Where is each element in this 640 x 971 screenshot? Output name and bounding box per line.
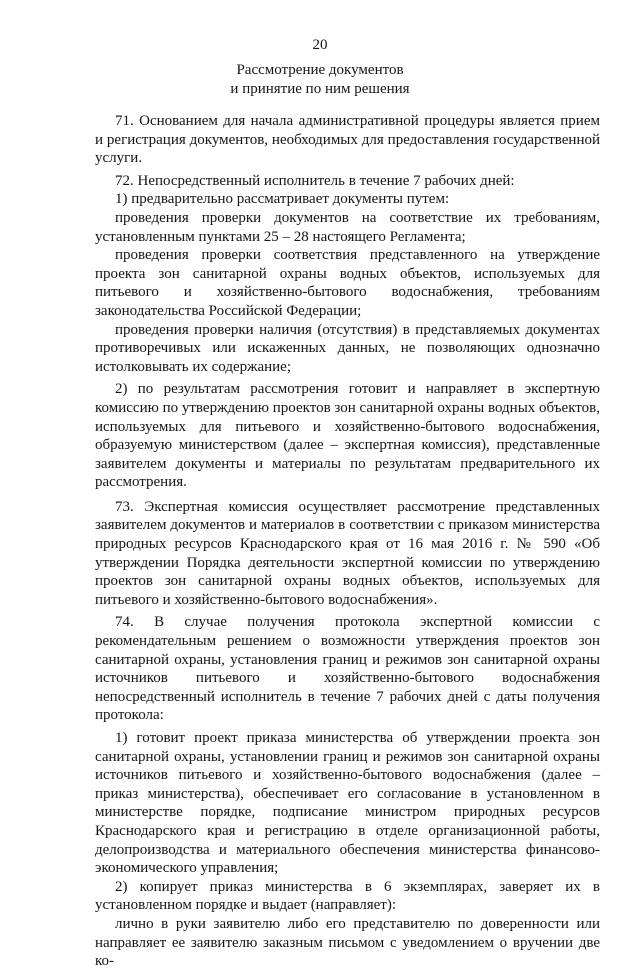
section-heading (0, 61, 640, 99)
paragraph-71: 71. Основанием для начала административной процедуры является прием и регистрация документов, необходимых для предоставления государственной услуги. (95, 113, 600, 167)
paragraph-72: 72. Непосредственный исполнитель в течение 7 рабочих дней: (115, 172, 515, 189)
paragraph-72-check-requirements: проведения проверки документов на соответствие их требованиям, установленным пунктами 25 – 28 настоящего Регламента; (95, 209, 600, 245)
paragraph-72-item-2: 2) по результатам рассмотрения готовит и направляет в экспертную комиссию по утверждению проектов зон санитарной охраны водных объектов, используемых для питьевого и хозяйственно-бытового водоснабжения, образуемую министерством (далее – экспертная комиссия), представленные заявителем документы и материалы по результатам предварительного их рассмотрения. (95, 381, 600, 491)
document-body (95, 112, 600, 971)
paragraph-74-delivery: лично в руки заявителю либо его представителю по доверенности или направляет ее заявителю заказным письмом с уведомлением о вручении две ко- (95, 915, 600, 970)
paragraph-72-item-1: 1) предварительно рассматривает документы путем: (115, 191, 450, 208)
paragraph-74: 74. В случае получения протокола экспертной комиссии с рекомендательным решением о возможности утверждения проектов зон санитарной охраны, установления границ и режимов зон санитарной охраны источников питьевого и хозяйственно-бытового водоснабжения непосредственный исполнитель в течение 7 рабочих дней с даты получения протокола: (95, 614, 600, 724)
paragraph-74-item-2: 2) копирует приказ министерства в 6 экземплярах, заверяет их в установленном порядке и выдает (направляет): (95, 878, 600, 914)
paragraph-72-check-compliance: проведения проверки соответствия представленного на утверждение проекта зон санитарной охраны водных объектов, используемых для питьевого и хозяйственно-бытового водоснабжения, требованиям законодательства Российской Федерации; (95, 247, 600, 319)
section-heading-line-1: Рассмотрение документов (236, 62, 404, 78)
page-number: 20 (312, 37, 328, 53)
section-heading-line-2: и принятие по ним решения (230, 81, 410, 97)
paragraph-74-item-1: 1) готовит проект приказа министерства об утверждении проекта зон санитарной охраны, установлении границ и режимов зон санитарной охраны источников питьевого и хозяйственно-бытового водоснабжения (далее – приказ министерства), обеспечивает его согласование в установленном в министерстве порядке, подписание министром природных ресурсов Краснодарского края и регистрацию в отделе организационной работы, делопроизводства и материального обеспечения министерства финансово-экономического управления; (95, 730, 600, 877)
paragraph-72-check-contradictions: проведения проверки наличия (отсутствия) в представляемых документах противоречивых или искаженных данных, не позволяющих однозначно истолковывать их содержание; (95, 321, 600, 375)
paragraph-73: 73. Экспертная комиссия осуществляет рассмотрение представленных заявителем документов и материалов в соответствии с приказом министерства природных ресурсов Краснодарского края от 16 мая 2016 г. № 590 «Об утверждении Порядка деятельности экспертной комиссии по утверждению проектов зон санитарной охраны водных объектов, используемых для питьевого и хозяйственно-бытового водоснабжения». (95, 498, 600, 608)
